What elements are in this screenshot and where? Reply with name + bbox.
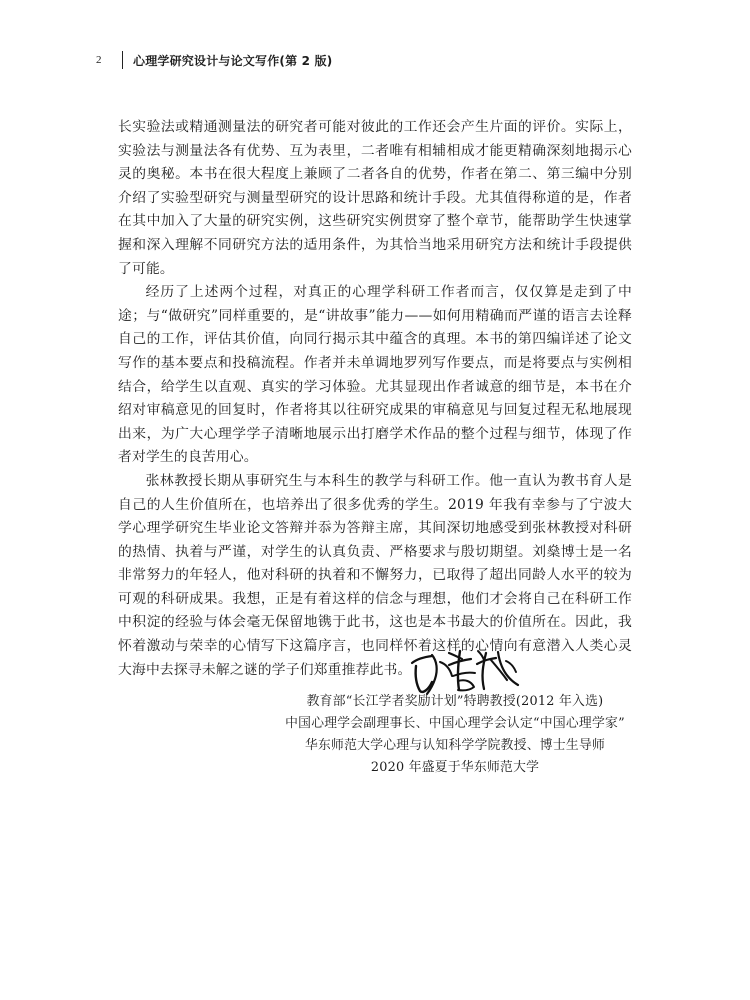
handwritten-signature bbox=[402, 642, 528, 698]
paragraph: 张林教授长期从事研究生与本科生的教学与科研工作。他一直认为教书育人是自己的人生价值所在，也培养出了很多优秀的学生。2019 年我有幸参与了宁波大学心理学研究生毕业论文答辩并忝为答辩主席，其间深切地感受到张林教授对科研的热情、执着与严谨，对学生的认真负责、严格要求与殷切期望。刘燊博士是一名非常努力的年轻人，他对科研的执着和不懈努力，已取得了超出同龄人水平的较为可观的科研成果。我想，正是有着这样的信念与理想，他们才会将自己在科研工作中积淀的经验与体会毫无保留地镌于此书，这也是本书最大的价值所在。因此，我怀着激动与荣幸的心情写下这篇序言，也同样怀着这样的心情向有意潜入人类心灵大海中去探寻未解之谜的学子们郑重推荐此书。 bbox=[118, 472, 632, 678]
preface-signature-block bbox=[250, 691, 660, 779]
page-number: 2 bbox=[96, 54, 102, 66]
author-title-line: 教育部“长江学者奖励计划”特聘教授(2012 年入选) bbox=[306, 694, 604, 709]
paragraph-continued: 长实验法或精通测量法的研究者可能对彼此的工作还会产生片面的评价。实际上，实验法与测量法各有优势、互为表里，二者唯有相辅相成才能更精确深刻地揭示心灵的奥秘。本书在很大程度上兼顾了二者各自的优势，作者在第二、第三编中分别介绍了实验型研究与测量型研究的设计思路和统计手段。尤其值得称道的是，作者在其中加入了大量的研究实例，这些研究实例贯穿了整个章节，能帮助学生快速掌握和深入理解不同研究方法的适用条件，为其恰当地采用研究方法和统计手段提供了可能。 bbox=[118, 119, 632, 277]
author-position-line: 华东师范大学心理与认知科学学院教授、博士生导师 bbox=[304, 738, 606, 753]
header-divider bbox=[122, 51, 123, 69]
paragraph: 经历了上述两个过程，对真正的心理学科研工作者而言，仅仅算是走到了中途；与“做研究”同样重要的，是“讲故事”能力——如何用精确而严谨的语言去诠释自己的工作，评估其价值，向同行揭示其中蕴含的真理。本书的第四编详述了论文写作的基本要点和投稿流程。作者并未单调地罗列写作要点，而是将要点与实例相结合，给学生以直观、真实的学习体验。尤其显现出作者诚意的细节是，本书在介绍对审稿意见的回复时，作者将其以往研究成果的审稿意见与回复过程无私地展现出来，为广大心理学学子清晰地展示出打磨学术作品的整个过程与细节，体现了作者对学生的良苦用心。 bbox=[118, 284, 632, 466]
author-affiliation-line: 中国心理学会副理事长、中国心理学会认定“中国心理学家” bbox=[285, 716, 625, 731]
date-place-line: 2020 年盛夏于华东师范大学 bbox=[370, 760, 540, 775]
book-title: 心理学研究设计与论文写作(第 2 版) bbox=[133, 53, 333, 68]
running-head bbox=[96, 49, 332, 71]
preface-body-text bbox=[118, 116, 632, 682]
